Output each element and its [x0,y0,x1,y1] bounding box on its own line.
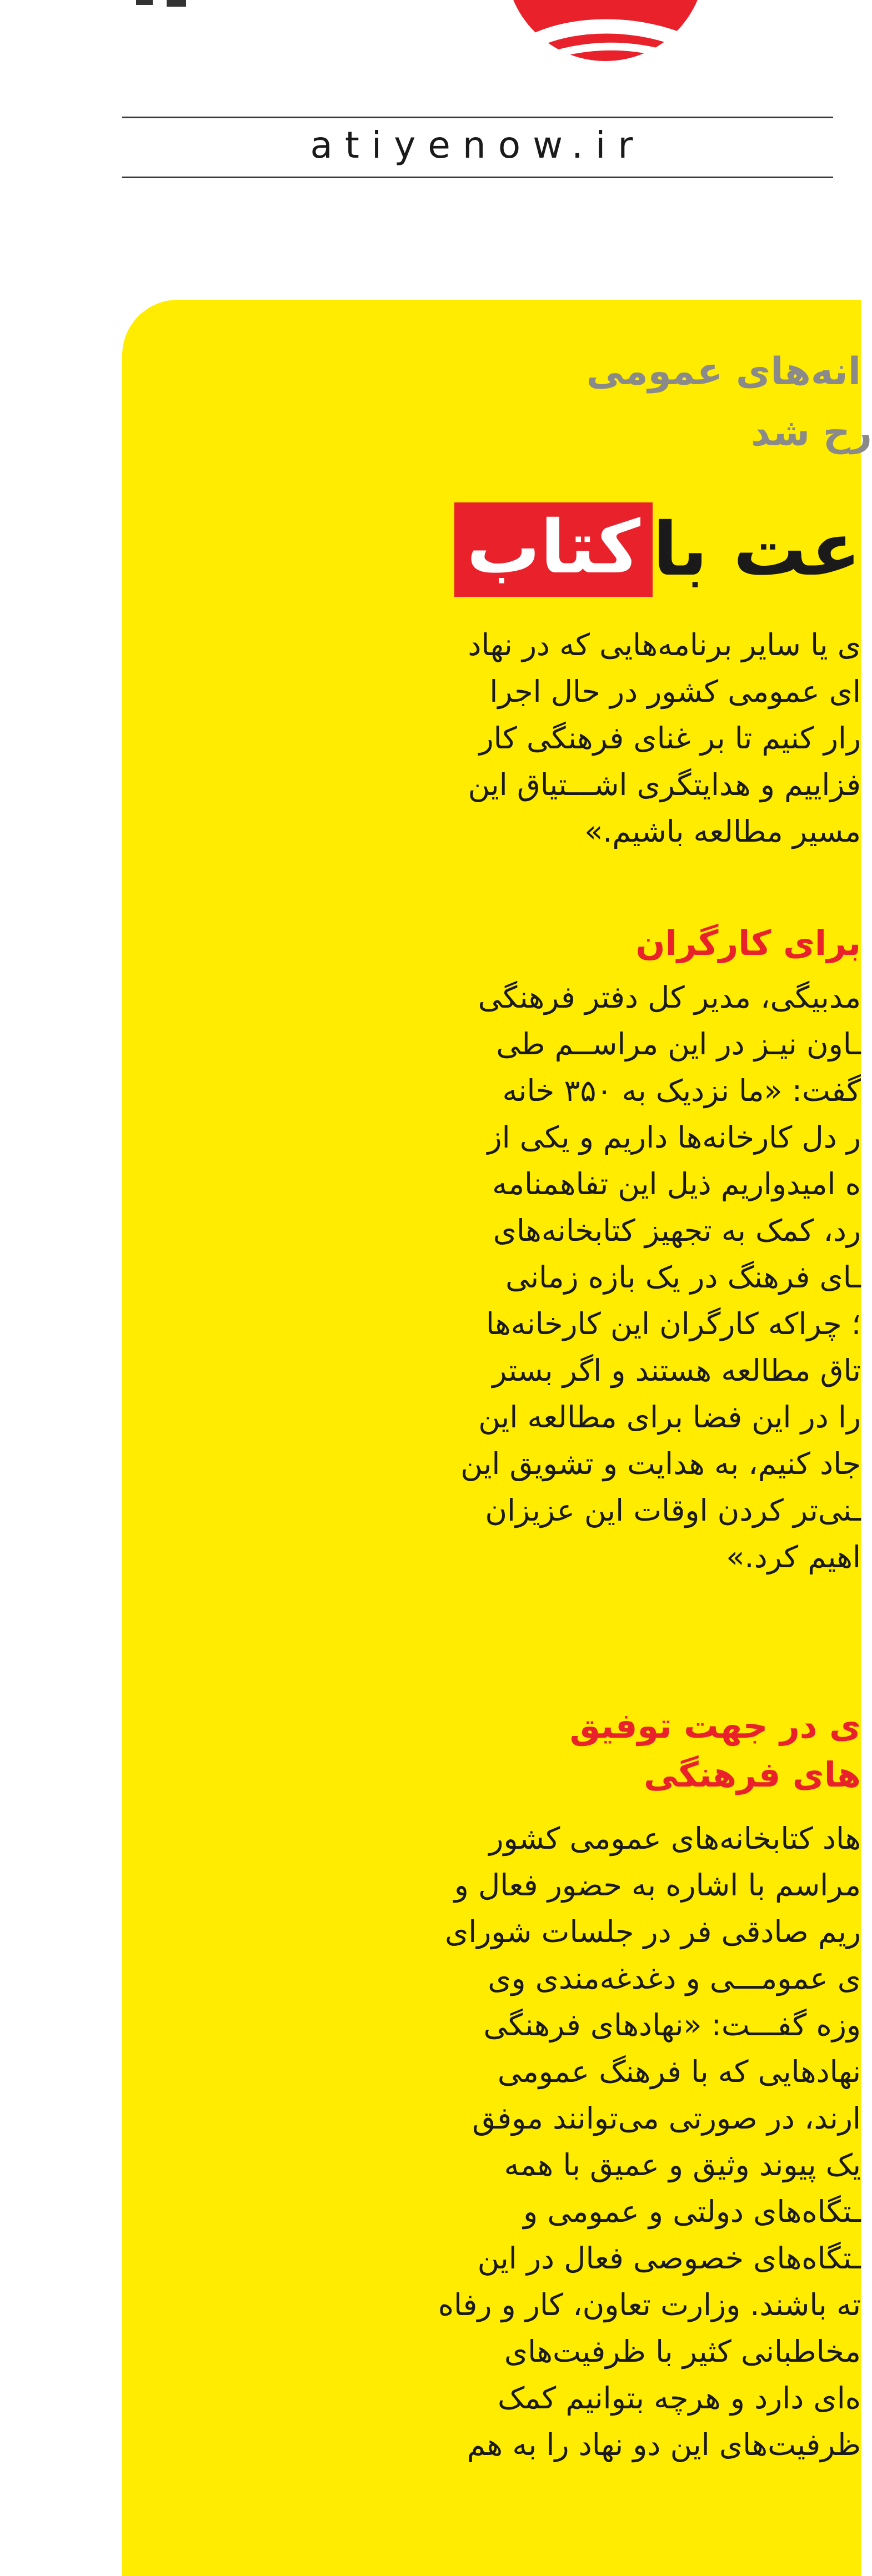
paragraph-line: ظرفیت‌های این دو نهاد را به هم [467,2427,861,2462]
paragraph-line: جاد کنیم، به هدایت و تشویق این [460,1446,861,1481]
paragraph-line: وزه گفـــت: «نهادهای فرهنگی [483,2008,861,2042]
paragraph-line: رار کنیم تا بر غنای فرهنگی کار [479,721,861,756]
paragraph-line: ـتگاه‌های خصوصی فعال در این [477,2241,861,2276]
paragraph-line: ریم صادقی فر در جلسات شورای [445,1914,861,1949]
paragraph-line: ـتگاه‌های دولتی و عمومی و [523,2194,861,2229]
paragraph-line: نهادهایی که با فرهنگ عمومی [497,2054,861,2089]
paragraph-line: ه‌ای دارد و هرچه بتوانیم کمک [498,2381,861,2416]
section-heading-cultural-success: ی در جهت توفیق [569,1705,861,1746]
paragraph-line: ؛ چراکه کارگران این کارخانه‌ها [485,1306,861,1341]
article-kicker-line-2: رح شد [751,411,872,455]
site-url[interactable]: atiyenow.ir [310,124,645,167]
header-rule-bottom [122,177,833,178]
paragraph-line: ی یا سایر برنامه‌هایی که در نهاد [468,627,861,662]
article-kicker-line-1: انه‌های عمومی [586,350,861,394]
paragraph-line: یک پیوند وثیق و عمیق با همه [504,2147,861,2182]
paragraph-line: رد، کمک به تجهیز کتابخانه‌های [493,1213,861,1248]
paragraph-line: مراسم با اشاره به حضور فعال و [454,1868,861,1903]
article-card [122,300,872,2576]
headline-highlight: کتاب [454,502,653,597]
paragraph-line: را در این فضا برای مطالعه این [478,1400,861,1435]
paragraph-line: گفت: «ما نزدیک به ۳۵۰ خانه [502,1073,861,1108]
paragraph-line: ـنی‌تر کردن اوقات این عزیزان [485,1493,861,1528]
paragraph-line: هاد کتابخانه‌های عمومی کشور [489,1821,861,1856]
paragraph-line: ـای فرهنگ در یک بازه زمانی [505,1260,861,1295]
workers-paragraph [460,974,861,1581]
paragraph-line: ـاون نیـز در این مراســم طی [496,1027,861,1061]
cultural-paragraph [438,1815,861,2468]
paragraph-line: ای عمومی کشور در حال اجرا [489,674,861,709]
paragraph-line: ته باشند. وزارت تعاون، کار و رفاه [438,2287,861,2322]
paragraph-line: ارند، در صورتی می‌توانند موفق [472,2101,861,2136]
paragraph-line: تاق مطالعه هستند و اگر بستر [492,1353,861,1388]
section-heading-workers: برای کارگران [635,923,861,963]
section-heading-cultural-success-line-2: های فرهنگی [644,1754,861,1795]
paragraph-line: ر دل کارخانه‌ها داریم و یکی از [487,1120,861,1155]
atiye-logo [500,0,711,61]
paragraph-line: ی عمومـــی و دغدغه‌مندی وی [488,1961,861,1996]
article-headline [445,500,861,600]
header-rule-top [122,117,833,118]
paragraph-line: مدبیگی، مدیر کل دفتر فرهنگی [478,980,861,1015]
page-mark-icon [136,0,186,7]
intro-paragraph [468,622,861,855]
paragraph-line: فزاییم و هدایتگری اشـــتیاق این [468,767,861,802]
paragraph-line: اهیم کرد.» [726,1539,861,1574]
paragraph-line: مسیر مطالعه باشیم.» [584,814,861,849]
headline-text: عت با [653,507,861,592]
logo-mark-icon [500,0,711,78]
paragraph-line: ه امیدواریم ذیل این تفاهمنامه [492,1166,861,1201]
paragraph-line: مخاطبانی کثیر با ظرفیت‌های [504,2334,861,2369]
